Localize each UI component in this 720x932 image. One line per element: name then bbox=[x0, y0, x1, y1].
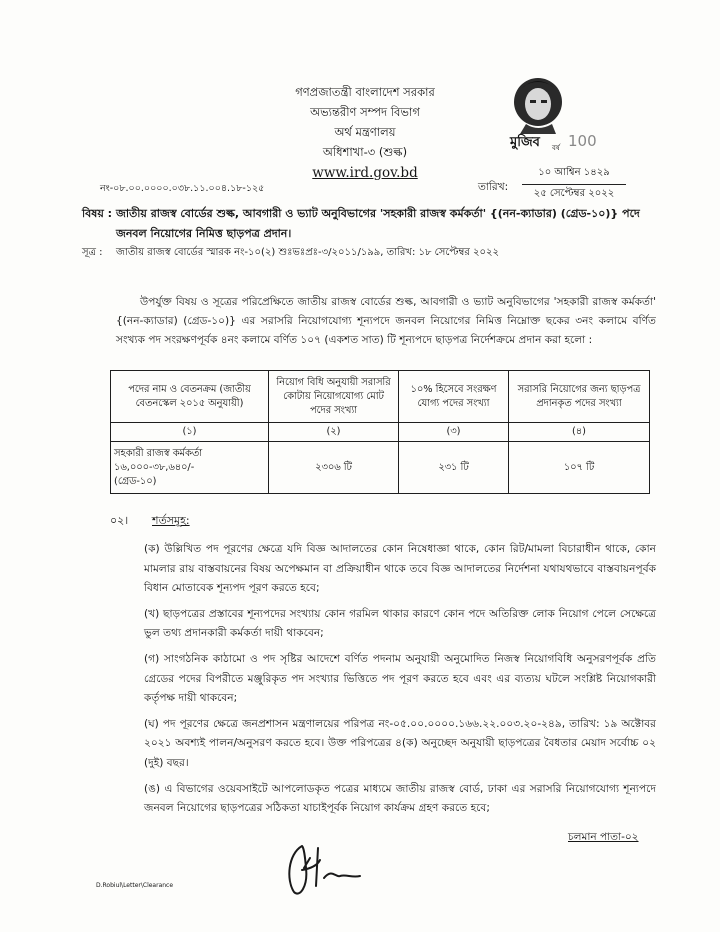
table-header-row bbox=[111, 371, 650, 423]
branch-name: অধিশাখা-৩ (শুল্ক) bbox=[322, 145, 408, 159]
date-box bbox=[522, 164, 626, 203]
logo-text-year: বর্ষ bbox=[552, 144, 560, 152]
file-path-footer: D.Robiul\Letter\Clearance bbox=[96, 882, 174, 889]
col-post-name: পদের নাম ও বেতনক্রম (জাতীয় বেতনস্কেল ২০১৫ অনুযায়ী) bbox=[111, 371, 269, 423]
intro-paragraph: উপর্যুক্ত বিষয় ও সূত্রের পরিপ্রেক্ষিতে জাতীয় রাজস্ব বোর্ডের শুল্ক, আবগারী ও ভ্যাট অনুবিভাগের 'সহকারী রাজস্ব কর্মকর্তা' {(নন-ক্যাডার) (গ্রেড-১০)} এর সরাসরি নিয়োগযোগ্য শূন্যপদে জনবল নিয়োগের নিমিত্ত নিম্নোক্ত ছকের ৩নং কলামে বর্ণিত সংখ্যক পদ সংরক্ষণপূর্বক ৪নং কলামে বর্ণিত ১০৭ (একশত সাত) টি শূন্যপদে ছাড়পত্র নির্দেশক্রমে প্রদান করা হলো : bbox=[116, 296, 656, 346]
condition-ka: (ক) উল্লিখিত পদ পূরণের ক্ষেত্রে যদি বিজ্ঞ আদালতের কোন নিষেধাজ্ঞা থাকে, কোন রিট/মামলা বিচারাধীন থাকে, কোন মামলার রায় বাস্তবায়নের বিষয় অপেক্ষমান বা প্রক্রিয়াধীন থাকে তবে বিজ্ঞ আদালতের নির্দেশনা যথাযথভাবে বাস্তবায়নপূর্বক বিধান মোতাবেক শূন্যপদ পূরণ করতে হবে; bbox=[144, 543, 656, 595]
reserved-posts-value: ২৩১ টি bbox=[399, 442, 509, 494]
pay-scale: ১৬,০০০-৩৮,৬৪০/- bbox=[114, 461, 195, 473]
govt-name: গণপ্রজাতন্ত্রী বাংলাদেশ সরকার bbox=[295, 85, 435, 99]
subject-line bbox=[82, 204, 672, 244]
col-number-1: (১) bbox=[111, 423, 269, 442]
signature bbox=[280, 838, 380, 898]
total-posts-value: ২৩০৬ টি bbox=[269, 442, 399, 494]
col-number-4: (৪) bbox=[509, 423, 650, 442]
subject-text: জাতীয় রাজস্ব বোর্ডের শুল্ক, আবগারী ও ভ্যাট অনুবিভাগের 'সহকারী রাজস্ব কর্মকর্তা' {(নন-ক্যাডার) (গ্রেড-১০)} পদে জনবল নিয়োগের নিমিত্ত ছাড়পত্র প্রদান। bbox=[116, 207, 640, 240]
table-number-row bbox=[111, 423, 650, 442]
logo-text-mujib: মুজিব bbox=[510, 135, 540, 150]
post-cell bbox=[111, 442, 269, 494]
condition-umo: (ঙ) এ বিভাগের ওয়েবসাইটে আপলোডকৃত পত্রের মাধ্যমে জাতীয় রাজস্ব বোর্ড, ঢাকা এর সরাসরি নিয়োগযোগ্য শূন্যপদে জনবল নিয়োগের ছাড়পত্রের সঠিকতা যাচাইপূর্বক নিয়োগ কার্যক্রম গ্রহণ করতে হবে; bbox=[144, 782, 656, 815]
reference-label: সূত্র : bbox=[82, 247, 103, 258]
date-label: তারিখ: bbox=[478, 181, 509, 193]
conditions-title: শর্তসমূহ: bbox=[152, 514, 190, 527]
condition-kha: (খ) ছাড়পত্রের প্রস্তাবের শূন্যপদের সংখ্যায় কোন গরমিল থাকার কারণে কোন পদে অতিরিক্ত লোক নিয়োগ পেলে সেক্ষেত্রে ভুল তথ্য প্রদানকারী কর্মকর্তা দায়ী থাকবেন; bbox=[144, 607, 656, 640]
memo-number: নং-০৮.০০.০০০০.০৩৮.১১.০০৪.১৮-১২৫ bbox=[100, 183, 265, 194]
condition-gha: (ঘ) পদ পূরণের ক্ষেত্রে জনপ্রশাসন মন্ত্রণালয়ের পরিপত্র নং-০৫.০০.০০০০.১৬৬.২২.০০৩.২০-২৪৯, তারিখ: ১৯ অক্টোবর ২০২১ অবশ্যই পালন/অনুসরণ করতে হবে। উক্ত পরিপত্রের ৪(ক) অনুচ্ছেদ অনুযায়ী ছাড়পত্রের বৈধতার মেয়াদ সর্বোচ্চ ০২ (দুই) বছর। bbox=[144, 717, 656, 769]
table-row bbox=[111, 442, 650, 494]
col-total-posts: নিয়োগ বিধি অনুযায়ী সরাসরি কোটায় নিয়োগযোগ্য মোট পদের সংখ্যা bbox=[269, 371, 399, 423]
date-english: ২৫ সেপ্টেম্বর ২০২২ bbox=[533, 188, 615, 199]
col-number-3: (৩) bbox=[399, 423, 509, 442]
date-bangla: ১০ আশ্বিন ১৪২৯ bbox=[522, 164, 626, 185]
condition-ga: (গ) সাংগঠনিক কাঠামো ও পদ সৃষ্টির আদেশে বর্ণিত পদনাম অনুযায়ী অনুমোদিত নিজস্ব নিয়োগবিধি অনুসরণপূর্বক প্রতি গ্রেডের পদের বিপরীতে মঞ্জুরিকৃত পদ সংখ্যার ভিত্তিতে পদ পূরণ করতে হবে এবং এর ব্যত্যয় ঘটলে সংশ্লিষ্ট নিয়োগকারী কর্তৃপক্ষ দায়ী থাকবেন; bbox=[144, 652, 656, 705]
reference-text: জাতীয় রাজস্ব বোর্ডের স্মারক নং-১০(২) শুঃভঃপ্রঃ-৩/২০১১/১৯৯, তারিখ: ১৮ সেপ্টেম্বর ২০২২ bbox=[116, 247, 500, 258]
subject-label: বিষয় : bbox=[82, 207, 113, 220]
continued-page-note: চলমান পাতা-০২ bbox=[568, 831, 639, 843]
section-number: ০২। bbox=[110, 514, 129, 527]
mujib-year-logo bbox=[496, 74, 604, 154]
col-reserved-posts: ১০% হিসেবে সংরক্ষণ যোগ্য পদের সংখ্যা bbox=[399, 371, 509, 423]
division-name: অভ্যন্তরীণ সম্পদ বিভাগ bbox=[310, 105, 420, 119]
post-name: সহকারী রাজস্ব কর্মকর্তা bbox=[114, 447, 203, 459]
logo-text-100: 100 bbox=[568, 132, 597, 150]
grade: (গ্রেড-১০) bbox=[114, 475, 157, 487]
conditions-list bbox=[144, 540, 656, 825]
cleared-posts-value: ১০৭ টি bbox=[509, 442, 650, 494]
reference-line bbox=[82, 245, 672, 261]
website-link[interactable]: www.ird.gov.bd bbox=[312, 165, 418, 181]
letterhead bbox=[240, 82, 490, 184]
conditions-heading bbox=[110, 512, 190, 531]
ministry-name: অর্থ মন্ত্রণালয় bbox=[334, 125, 396, 139]
clearance-table bbox=[110, 370, 650, 494]
col-cleared-posts: সরাসরি নিয়োগের জন্য ছাড়পত্র প্রদানকৃত পদের সংখ্যা bbox=[509, 371, 650, 423]
col-number-2: (২) bbox=[269, 423, 399, 442]
